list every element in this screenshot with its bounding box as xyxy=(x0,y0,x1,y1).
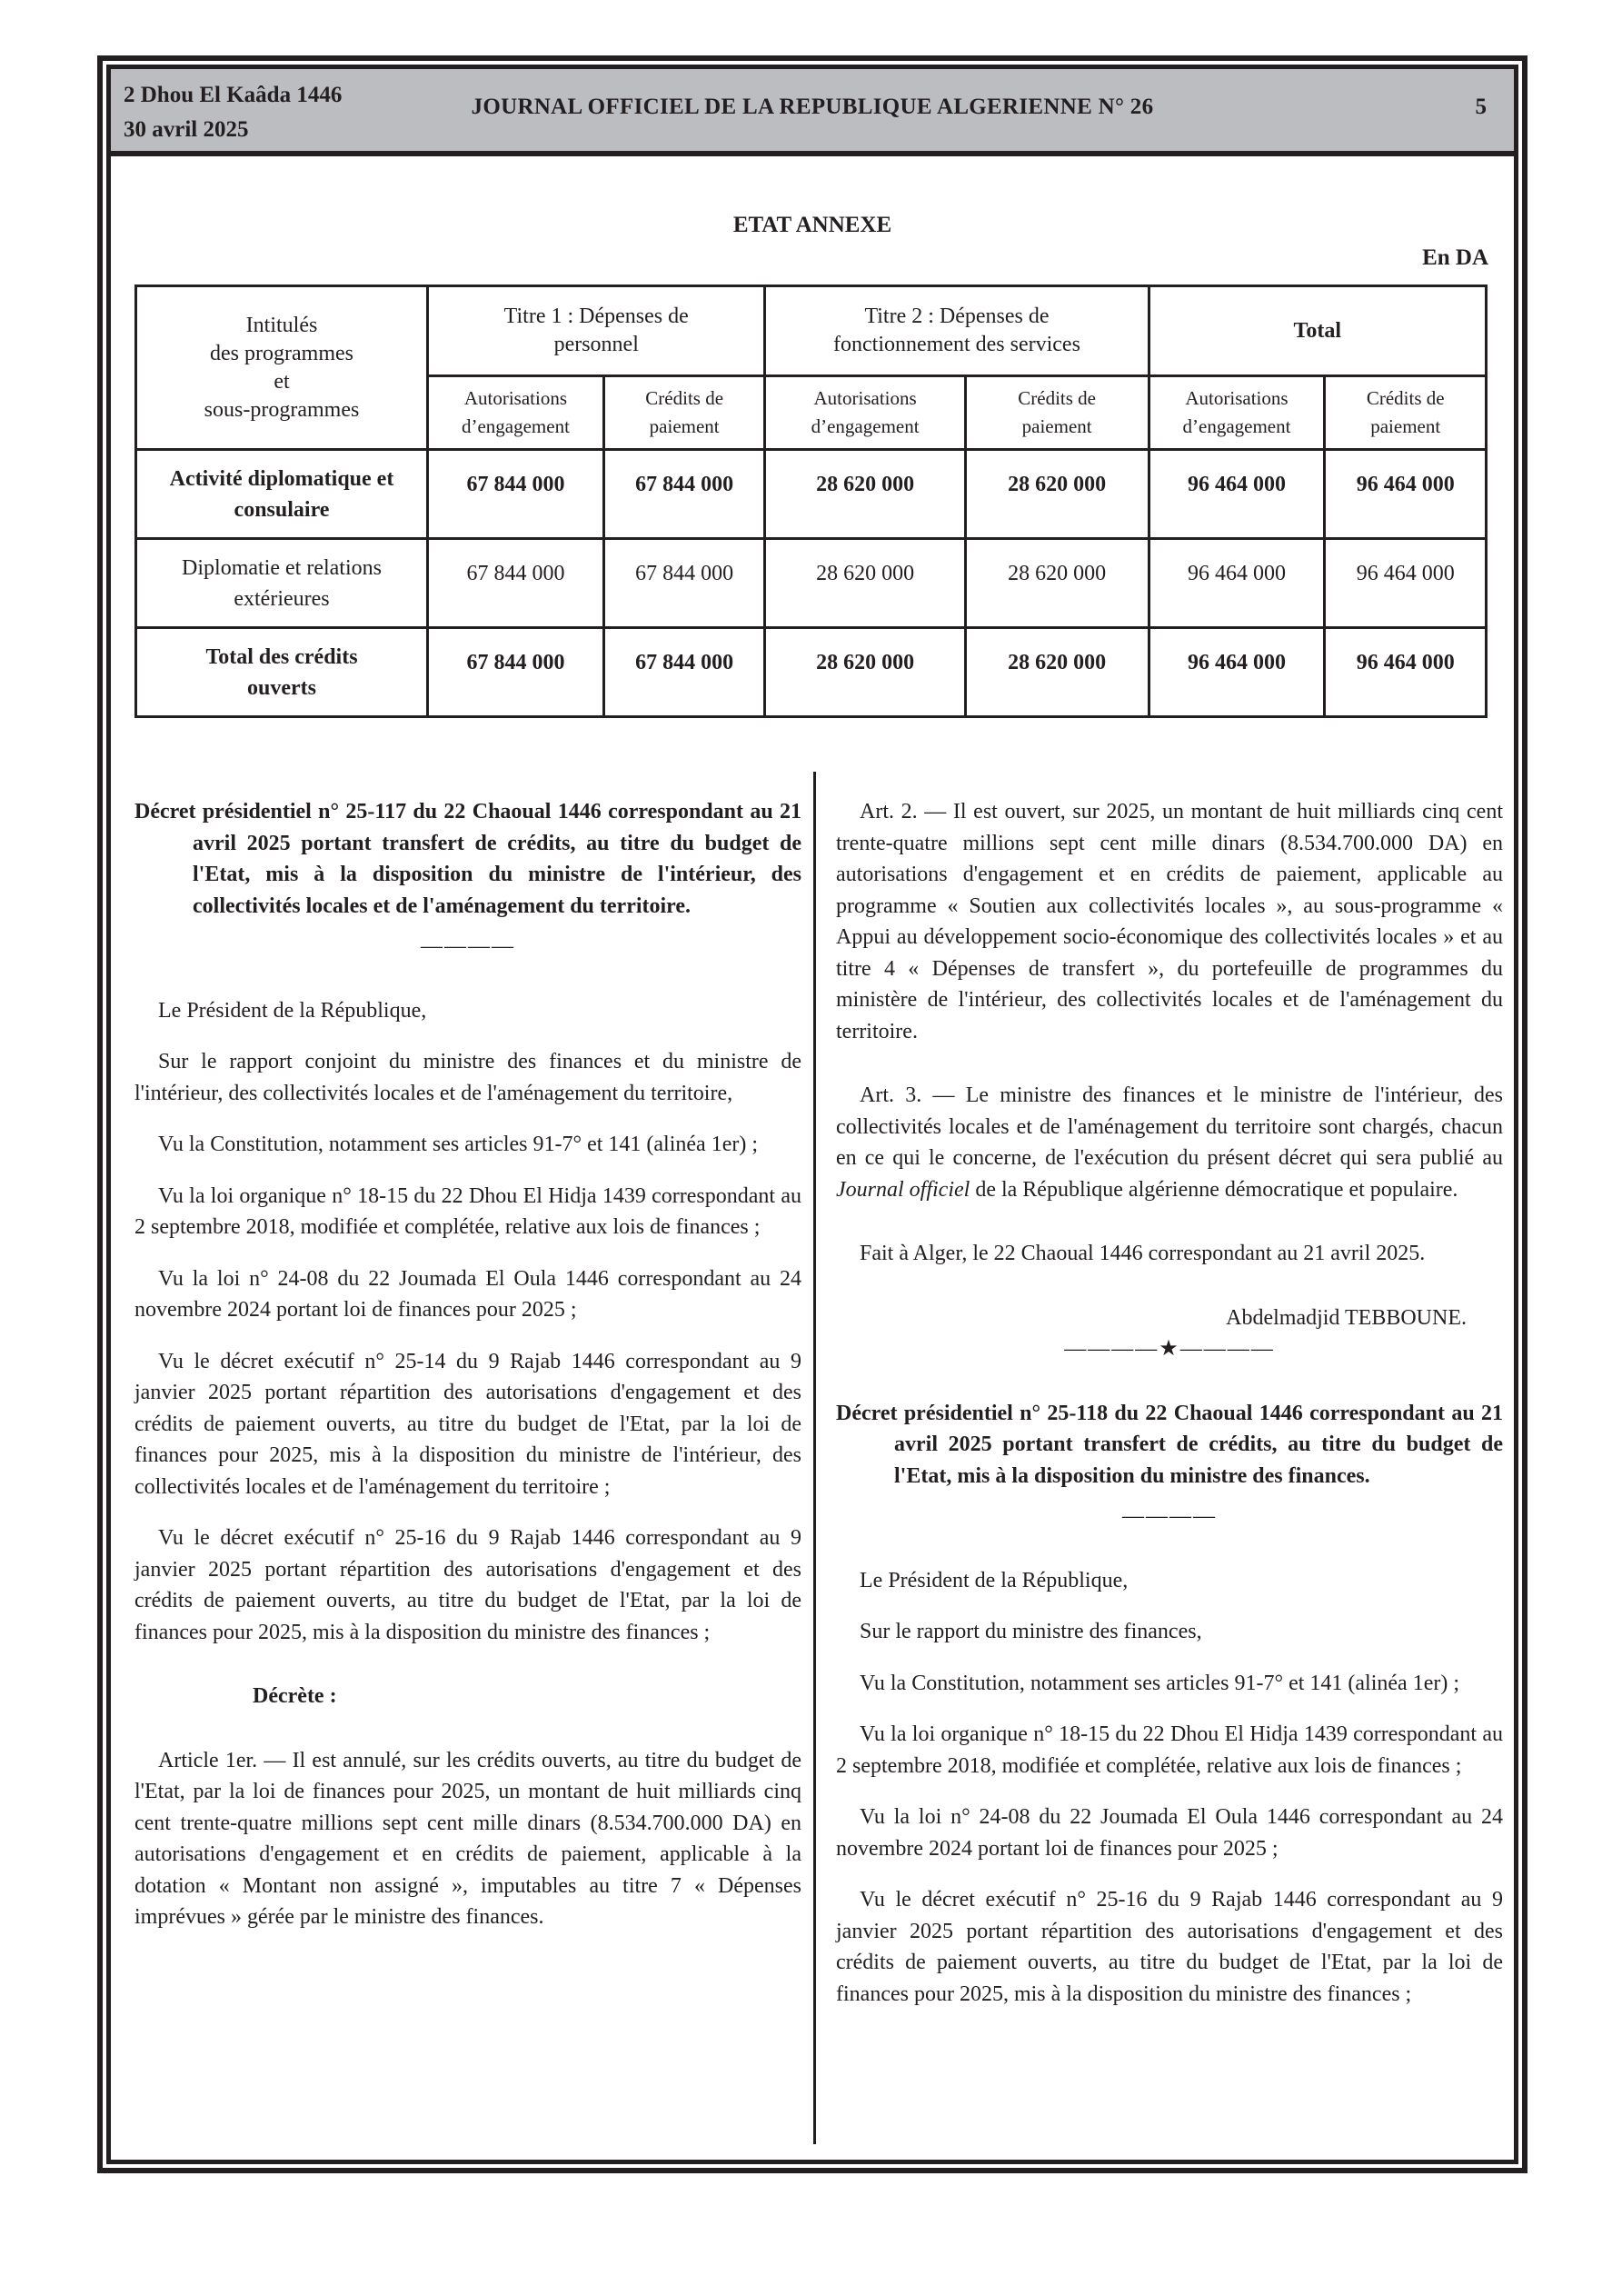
star-separator: ————★———— xyxy=(1064,1337,1275,1361)
subcolumn-line: paiement xyxy=(1021,415,1092,437)
preamble-paragraph: Le Président de la République, xyxy=(158,998,427,1023)
journal-title: JOURNAL OFFICIEL DE LA REPUBLIQUE ALGERIENNE N° 26 xyxy=(471,95,1154,119)
annex-title: ETAT ANNEXE xyxy=(732,213,892,237)
table-cell: 96 464 000 xyxy=(1149,628,1325,717)
row-label-line: ouverts xyxy=(247,676,316,700)
table-row-total xyxy=(136,628,1487,717)
header-date-hijri: 2 Dhou El Kaâda 1446 xyxy=(124,83,343,107)
separator: ———— xyxy=(421,934,515,958)
table-cell: 28 620 000 xyxy=(765,450,965,539)
group-header-line: Total xyxy=(1293,318,1341,343)
subcolumn-line: Crédits de xyxy=(645,387,724,409)
preamble-paragraph: Vu le décret exécutif n° 25-16 du 9 Rajab 1446 correspondant au 9 janvier 2025 portant répartition des autorisations d'engagement et des crédits de paiement ouverts, au titre du budget de l'Etat, par la loi de finances pour 2025, mis à la disposition du ministre des finances ; xyxy=(134,1526,801,1644)
subcolumn-line: Crédits de xyxy=(1018,387,1096,409)
group-header-line: Titre 1 : Dépenses de xyxy=(503,304,689,328)
decree-title: Décret présidentiel n° 25-118 du 22 Chaoual 1446 correspondant au 21 avril 2025 portant transfert de crédits, au titre du budget de l'Etat, mis à la disposition du ministre des finances. xyxy=(836,1401,1503,1488)
preamble-paragraph: Vu la loi organique n° 18-15 du 22 Dhou El Hidja 1439 correspondant au 2 septembre 2018, modifiée et complétée, relative aux lois de finances ; xyxy=(134,1183,801,1239)
group-header-line: fonctionnement des services xyxy=(833,333,1080,356)
table-cell: 28 620 000 xyxy=(765,539,965,628)
table-cell: 67 844 000 xyxy=(603,450,765,539)
article-paragraph: Article 1er. — Il est annulé, sur les crédits ouverts, au titre du budget de l'Etat, par la loi de finances pour 2025, un montant de huit milliards cinq cent trente-quatre millions sept cent mille dinars (8.534.700.000 DA) en autorisations d'engagement et en crédits de paiement, applicable à la dotation « Montant non assigné », imputables au titre 7 « Dépenses imprévues » gérée par le ministre des finances. xyxy=(134,1748,801,1929)
preamble-paragraph: Vu la loi n° 24-08 du 22 Joumada El Oula 1446 correspondant au 24 novembre 2024 portant loi de finances pour 2025 ; xyxy=(134,1266,801,1322)
subcolumn-line: paiement xyxy=(649,415,720,437)
journal-officiel-italic: Journal officiel xyxy=(836,1177,970,1202)
subcolumn-line: Autorisations xyxy=(1185,387,1289,409)
header-date-gregorian: 30 avril 2025 xyxy=(124,117,249,142)
row-header-line: et xyxy=(274,369,290,394)
preamble-paragraph: Sur le rapport du ministre des finances, xyxy=(860,1620,1202,1643)
subcolumn-header xyxy=(965,376,1149,450)
article-text: Art. 3. — Le ministre des finances et le ministre de l'intérieur, des collectivités locales et de l'aménagement du territoire sont chargés, chacun en ce qui le concerne, de l'exécution du présent décret qui sera publié au xyxy=(836,1083,1503,1170)
group-header-line: Titre 2 : Dépenses de xyxy=(864,304,1050,328)
page-frame xyxy=(97,55,1527,2173)
subcolumn-header xyxy=(603,376,765,450)
article-paragraph: Art. 2. — Il est ouvert, sur 2025, un montant de huit milliards cinq cent trente-quatre millions sept cent mille dinars (8.534.700.000 DA) en autorisations d'engagement et en crédits de paiement, applicable au programme « Soutien aux collectivités locales », au sous-programme « Appui au développement socio-économique des collectivités locales » et au titre 4 « Dépenses de transfert », du portefeuille de programmes du ministère de l'intérieur, des collectivités locales et de l'aménagement du territoire. xyxy=(836,800,1503,1043)
table-cell: 67 844 000 xyxy=(428,450,604,539)
group-header-titre1 xyxy=(428,286,765,376)
row-label xyxy=(136,539,428,628)
group-header-titre2 xyxy=(765,286,1149,376)
left-column xyxy=(134,796,801,1933)
subcolumn-line: Crédits de xyxy=(1366,387,1445,409)
subcolumn-header xyxy=(428,376,604,450)
subcolumn-header xyxy=(765,376,965,450)
preamble-paragraph: Le Président de la République, xyxy=(860,1568,1129,1592)
table-cell: 67 844 000 xyxy=(603,628,765,717)
subcolumn-line: d’engagement xyxy=(811,415,920,437)
separator: ———— xyxy=(1122,1504,1217,1528)
table-cell: 28 620 000 xyxy=(965,628,1149,717)
row-label-line: Diplomatie et relations xyxy=(182,556,382,580)
annex-table xyxy=(134,285,1488,718)
table-cell: 28 620 000 xyxy=(965,539,1149,628)
subcolumn-line: d’engagement xyxy=(461,415,570,437)
article-text: de la République algérienne démocratique et populaire. xyxy=(970,1177,1458,1202)
subcolumn-line: Autorisations xyxy=(813,387,917,409)
subcolumn-header xyxy=(1325,376,1487,450)
annex-unit: En DA xyxy=(1422,245,1488,270)
done-at-paragraph: Fait à Alger, le 22 Chaoual 1446 correspondant au 21 avril 2025. xyxy=(860,1242,1426,1265)
table-cell: 96 464 000 xyxy=(1325,628,1487,717)
table-cell: 67 844 000 xyxy=(428,539,604,628)
row-header-line: sous-programmes xyxy=(204,397,360,422)
table-cell: 28 620 000 xyxy=(765,628,965,717)
preamble-paragraph: Vu la loi organique n° 18-15 du 22 Dhou El Hidja 1439 correspondant au 2 septembre 2018, modifiée et complétée, relative aux lois de finances ; xyxy=(836,1722,1503,1778)
column-divider xyxy=(813,772,816,2144)
table-cell: 67 844 000 xyxy=(428,628,604,717)
row-header-line: des programmes xyxy=(210,341,353,365)
row-label xyxy=(136,628,428,717)
row-header-line: Intitulés xyxy=(245,313,318,337)
row-label-line: extérieures xyxy=(234,587,330,611)
page-number: 5 xyxy=(1475,95,1487,119)
right-column xyxy=(836,796,1503,2010)
article-paragraph xyxy=(836,1080,1503,1205)
preamble-paragraph: Vu le décret exécutif n° 25-16 du 9 Rajab 1446 correspondant au 9 janvier 2025 portant répartition des autorisations d'engagement et des crédits de paiement ouverts, au titre du budget de l'Etat, par la loi de finances pour 2025, mis à la disposition du ministre des finances ; xyxy=(836,1888,1503,2006)
subcolumn-line: Autorisations xyxy=(463,387,568,409)
table-cell: 96 464 000 xyxy=(1149,450,1325,539)
preamble-paragraph: Vu la Constitution, notamment ses articles 91-7° et 141 (alinéa 1er) ; xyxy=(158,1133,758,1156)
table-cell: 96 464 000 xyxy=(1149,539,1325,628)
row-label-line: consulaire xyxy=(234,498,330,522)
group-header-total xyxy=(1149,286,1486,376)
page-frame-inner xyxy=(106,65,1518,2164)
subcolumn-header xyxy=(1149,376,1325,450)
table-cell: 96 464 000 xyxy=(1325,450,1487,539)
subcolumn-line: paiement xyxy=(1370,415,1441,437)
decrete-heading: Décrète : xyxy=(253,1684,337,1708)
preamble-paragraph: Vu la loi n° 24-08 du 22 Joumada El Oula 1446 correspondant au 24 novembre 2024 portant loi de finances pour 2025 ; xyxy=(836,1805,1503,1861)
signature: Abdelmadjid TEBBOUNE. xyxy=(1226,1305,1467,1330)
table-row-activite xyxy=(136,450,1487,539)
table-cell: 96 464 000 xyxy=(1325,539,1487,628)
row-header-cell xyxy=(136,286,428,450)
row-label xyxy=(136,450,428,539)
preamble-paragraph: Vu la Constitution, notamment ses articles 91-7° et 141 (alinéa 1er) ; xyxy=(860,1671,1459,1695)
group-header-line: personnel xyxy=(553,333,639,356)
table-cell: 28 620 000 xyxy=(965,450,1149,539)
journal-header xyxy=(111,69,1514,156)
subcolumn-line: d’engagement xyxy=(1182,415,1291,437)
row-label-line: Total des crédits xyxy=(205,645,358,669)
row-label-line: Activité diplomatique et xyxy=(169,467,394,491)
preamble-paragraph: Vu le décret exécutif n° 25-14 du 9 Rajab 1446 correspondant au 9 janvier 2025 portant répartition des autorisations d'engagement et des crédits de paiement ouverts, au titre du budget de l'Etat, par la loi de finances pour 2025, mis à la disposition du ministre de l'intérieur, des collectivités locales et de l'aménagement du territoire ; xyxy=(134,1349,801,1499)
table-row-diplomatie xyxy=(136,539,1487,628)
decree-title: Décret présidentiel n° 25-117 du 22 Chaoual 1446 correspondant au 21 avril 2025 portant transfert de crédits, au titre du budget de l'Etat, mis à la disposition du ministre de l'intérieur, des collectivités locales et de l'aménagement du territoire. xyxy=(134,800,801,918)
preamble-paragraph: Sur le rapport conjoint du ministre des finances et du ministre de l'intérieur, des collectivités locales et de l'aménagement du territoire, xyxy=(134,1050,801,1105)
table-cell: 67 844 000 xyxy=(603,539,765,628)
